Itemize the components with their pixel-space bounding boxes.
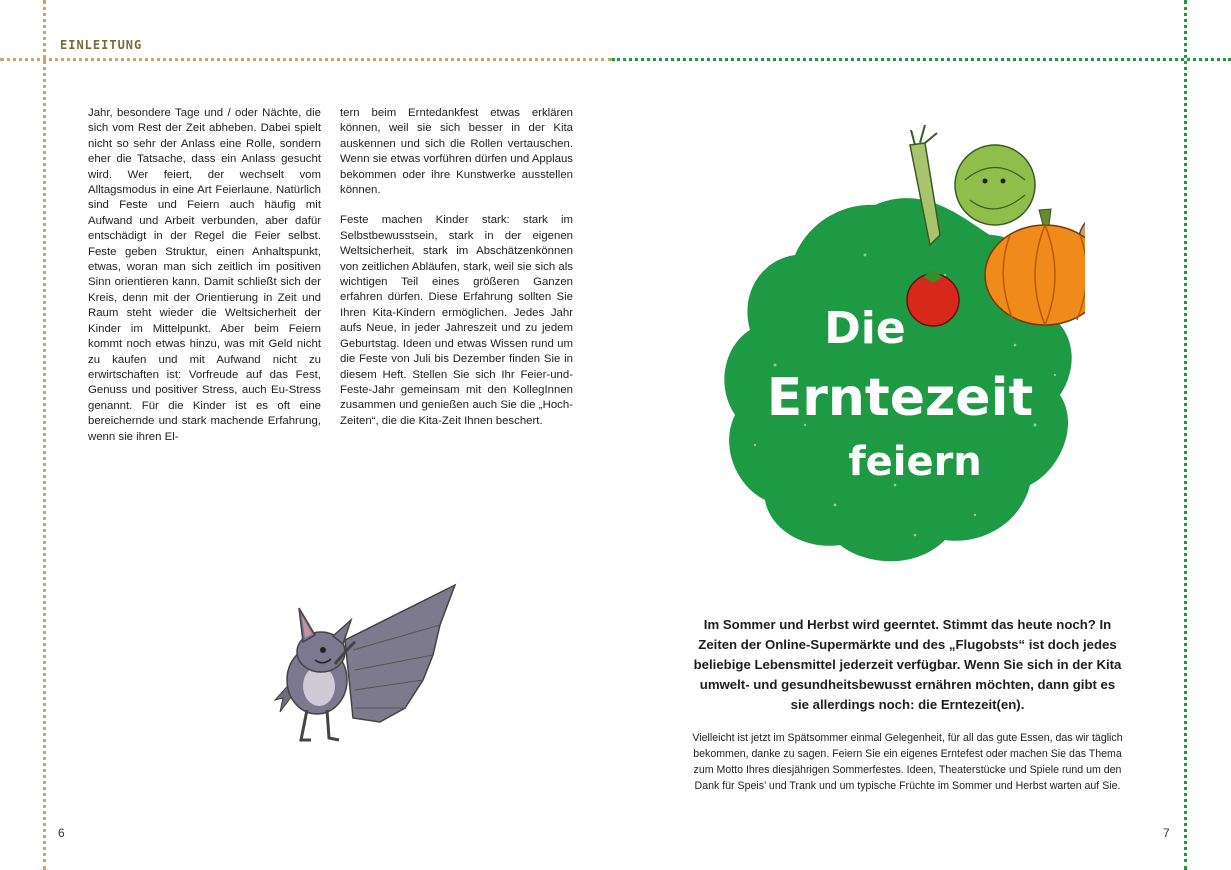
top-dotted-line-right [612, 58, 1231, 61]
text-column-2 [340, 106, 573, 444]
column2-paragraph-1: tern beim Erntedankfest etwas erklären können, weil sie sich besser in der Kita auskennen und sich die Rollen vertauschen. Wenn sie etwas vorführen dürfen und Applaus bekommen oder ihre Kunstwerke ausstellen können. [340, 107, 573, 197]
column1-paragraph: Jahr, besondere Tage und / oder Nächte, die sich vom Rest der Zeit abheben. Dabei spielt nicht so sehr der Anlass eine Rolle, sondern eher die Tatsache, dass ein Anlass gesucht wird. Wer feiert, der wechselt vom Alltagsmodus in eine Art Feierlaune. Natürlich sind Feste und Feiern auch häufig mit Aufwand und Arbeit verbunden, aber dafür entschädigt in der Regel die Feier selbst. Feste geben Struktur, einen Anhaltspunkt, etwas, woran man sich zeitlich im positiven Sinn orientieren kann. Damit schließt sich der Kreis, denn mit der Orientierung in Zeit und Raum steht wieder die Weltsicherheit der Kinder im Mittelpunkt. Aber beim Feiern kommt noch etwas hinzu, was mit Geld nicht zu kaufen und mit Aufwand nicht zu erwirtschaften ist: Vorfreude auf das Fest, Genuss und positiver Stress, auch Eu-Stress genannt. Für die Kinder ist es oft eine bereichernde und stark machende Erfahrung, wenn sie ihren El- [88, 107, 321, 443]
section-label: EINLEITUNG [60, 38, 143, 52]
text-column-1 [88, 106, 321, 460]
top-dotted-line-left [0, 58, 612, 61]
left-dotted-line [43, 0, 46, 870]
title-badge [715, 125, 1085, 570]
right-dotted-line [1184, 0, 1187, 870]
page-number-left: 6 [58, 826, 65, 840]
column2-paragraph-2: Feste machen Kinder stark: stark im Selbstbewusstsein, stark in der eigenen Weltsicherheit, stark im Abschätzenkönnen von zeitlichen Abläufen, stark, weil sie sich als wichtigen Teil eines größeren Ganzen erfahren dürfen. Diese Erfahrung sollten Sie Ihren Kita-Kindern ermöglichen. Jedes Jahr aufs Neue, in jeder Jahreszeit und zu jedem Geburtstag. Ideen und etwas Wissen rund um die Feste von Juli bis Dezember finden Sie in diesem Heft. Stellen Sie sich Ihr Feier-und-Feste-Jahr gemeinsam mit den KollegInnen zusammen und genießen auch Sie die „Hoch-Zeiten“, die die Kita-Zeit Ihnen beschert. [340, 214, 573, 427]
title-line-1: Die [824, 303, 906, 354]
title-line-3: feiern [848, 439, 982, 485]
title-line-2: Erntezeit [766, 368, 1034, 428]
lead-paragraph: Im Sommer und Herbst wird geerntet. Stimmt das heute noch? In Zeiten der Online-Supermärkte und des „Flugobsts“ ist doch jedes beliebige Lebensmittel jederzeit verfügbar. Wenn Sie sich in der Kita umwelt- und gesundheitsbewusst ernähren möchten, dann gibt es sie allerdings noch: die Erntezeit(en). [693, 617, 1122, 712]
body-paragraph: Vielleicht ist jetzt im Spätsommer einmal Gelegenheit, für all das gute Essen, das wir täglich bekommen, danke zu sagen. Feiern Sie ein eigenes Erntefest oder machen Sie das Thema zum Motto Ihres diesjährigen Sommerfestes. Ideen, Theaterstücke und Spiele rund um den Dank für Speis’ und Trank und um typische Früchte im Sommer und Herbst warten auf Sie. [692, 732, 1123, 792]
bat-illustration [255, 580, 465, 750]
page-number-right: 7 [1163, 826, 1170, 840]
